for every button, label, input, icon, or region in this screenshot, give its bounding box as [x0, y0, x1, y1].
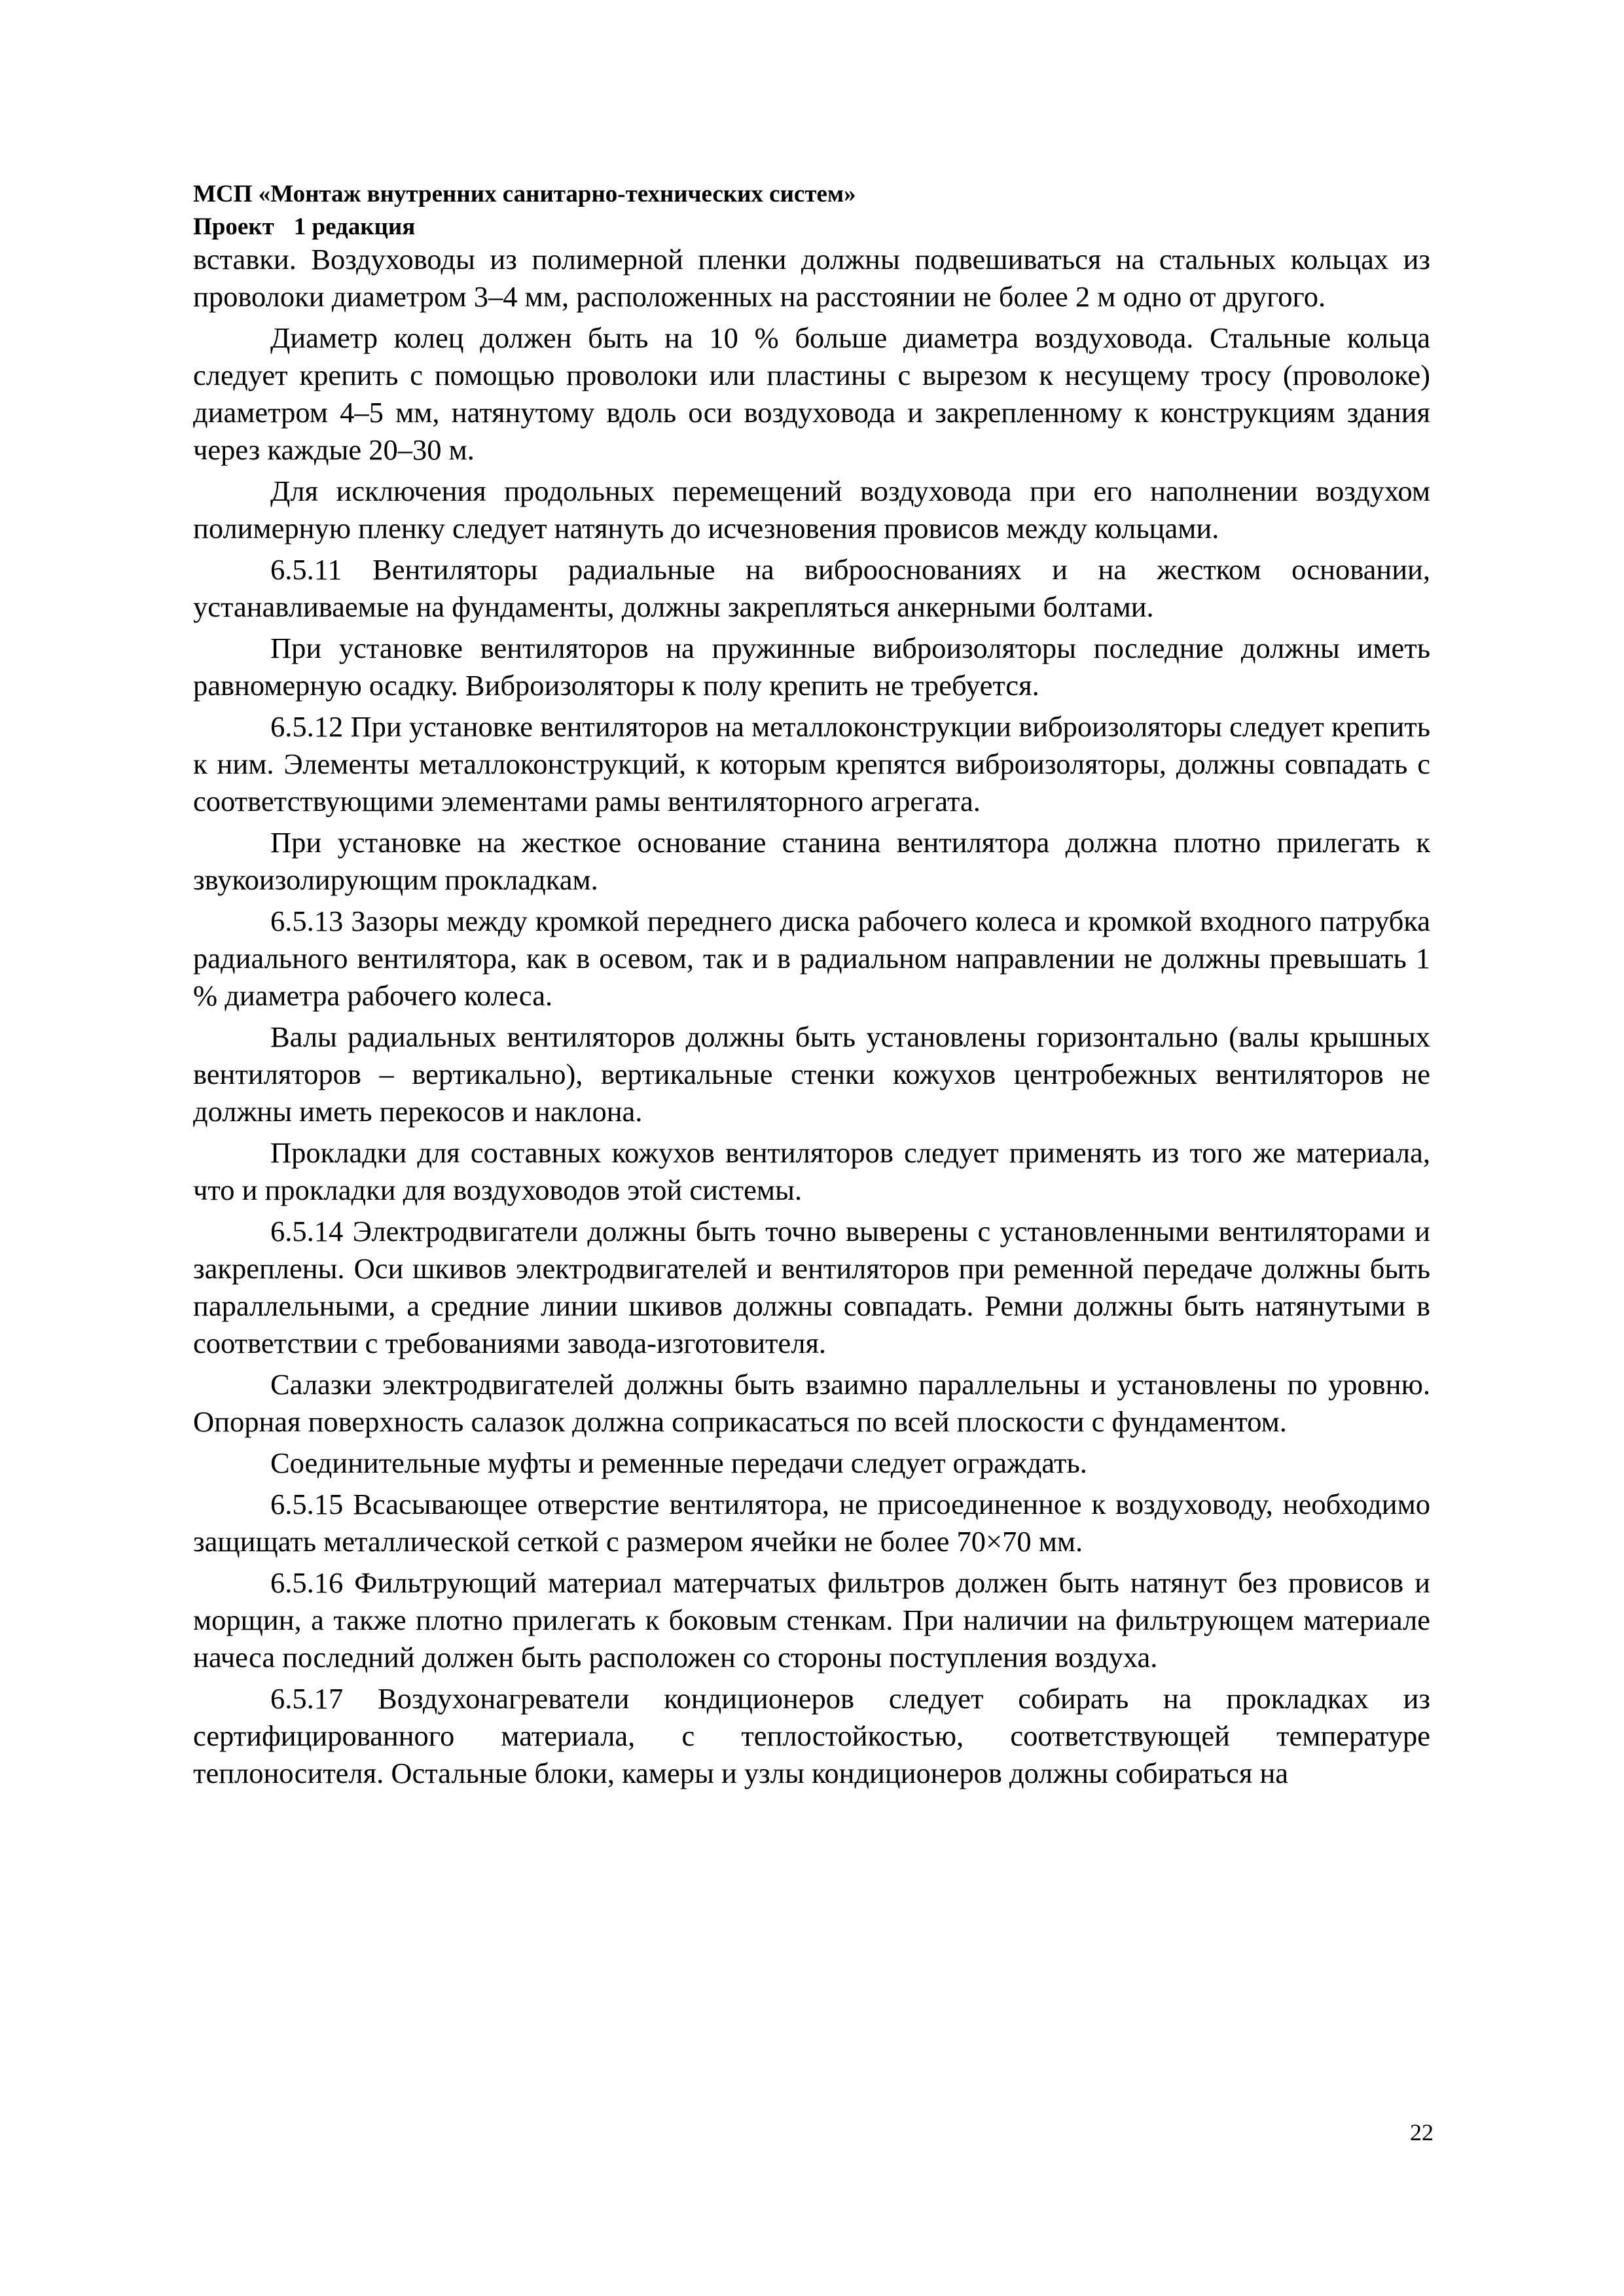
clause-6-5-13: 6.5.13 Зазоры между кромкой переднего диска рабочего колеса и кромкой входного патрубка радиального вентилятора, как в осевом, так и в радиальном направлении не должны превышать 1 % диаметра рабочего колеса. [193, 905, 1430, 1012]
paragraph: Соединительные муфты и ременные передачи следует ограждать. [270, 1446, 1087, 1479]
clause-6-5-16: 6.5.16 Фильтрующий материал матерчатых фильтров должен быть натянут без провисов и морщин, а также плотно прилегать к боковым стенкам. При наличии на фильтрующем материале начеса последний должен быть расположен со стороны поступления воздуха. [193, 1566, 1430, 1674]
paragraph: При установке вентиляторов на пружинные виброизоляторы последние должны иметь равномерную осадку. Виброизоляторы к полу крепить не требуется. [193, 632, 1430, 702]
paragraph: Валы радиальных вентиляторов должны быть установлены горизонтально (валы крышных вентиляторов – вертикально), вертикальные стенки кожухов центробежных вентиляторов не должны иметь перекосов и наклона. [193, 1020, 1430, 1128]
clause-6-5-15: 6.5.15 Всасывающее отверстие вентилятора, не присоединенное к воздуховоду, необходимо защищать металлической сеткой с размером ячейки не более 70×70 мм. [193, 1488, 1430, 1558]
project-label: Проект [193, 213, 274, 240]
clause-6-5-17: 6.5.17 Воздухонагреватели кондиционеров следует собирать на прокладках из сертифицированного материала, с теплостойкостью, соответствующей температуре теплоносителя. Остальные блоки, камеры и узлы кондиционеров должны собираться на [193, 1682, 1430, 1789]
body-text [193, 241, 1430, 1796]
edition-label: 1 редакция [293, 213, 416, 240]
clause-6-5-11: 6.5.11 Вентиляторы радиальные на виброоснованиях и на жестком основании, устанавливаемые на фундаменты, должны закрепляться анкерными болтами. [193, 553, 1430, 623]
document-title: МСП «Монтаж внутренних санитарно-технических систем» [193, 181, 856, 207]
paragraph: При установке на жесткое основание станина вентилятора должна плотно прилегать к звукоизолирующим прокладкам. [193, 826, 1430, 896]
page-number: 22 [1410, 2119, 1434, 2145]
paragraph: Диаметр колец должен быть на 10 % больше диаметра воздуховода. Стальные кольца следует крепить с помощью проволоки или пластины с вырезом к несущему тросу (проволоке) диаметром 4–5 мм, натянутому вдоль оси воздуховода и закрепленному к конструкциям здания через каждые 20–30 м. [193, 321, 1430, 466]
edition-line [193, 211, 1437, 243]
paragraph: Прокладки для составных кожухов вентиляторов следует применять из того же материала, что и прокладки для воздуховодов этой системы. [193, 1136, 1430, 1206]
clause-6-5-14: 6.5.14 Электродвигатели должны быть точно выверены с установленными вентиляторами и закреплены. Оси шкивов электродвигателей и вентиляторов при ременной передаче должны быть параллельными, а средние линии шкивов должны совпадать. Ремни должны быть натянутыми в соответствии с требованиями завода-изготовителя. [193, 1215, 1430, 1359]
clause-6-5-12: 6.5.12 При установке вентиляторов на металлоконструкции виброизоляторы следует крепить к ним. Элементы металлоконструкций, к которым крепятся виброизоляторы, должны совпадать с соответствующими элементами рамы вентиляторного агрегата. [193, 710, 1430, 817]
paragraph: Салазки электродвигателей должны быть взаимно параллельны и установлены по уровню. Опорная поверхность салазок должна соприкасаться по всей плоскости с фундаментом. [193, 1368, 1430, 1438]
page-header [193, 178, 1437, 243]
paragraph-continuation: вставки. Воздуховоды из полимерной пленки должны подвешиваться на стальных кольцах из проволоки диаметром 3–4 мм, расположенных на расстоянии не более 2 м одно от другого. [193, 243, 1430, 313]
paragraph: Для исключения продольных перемещений воздуховода при его наполнении воздухом полимерную пленку следует натянуть до исчезновения провисов между кольцами. [193, 475, 1430, 545]
